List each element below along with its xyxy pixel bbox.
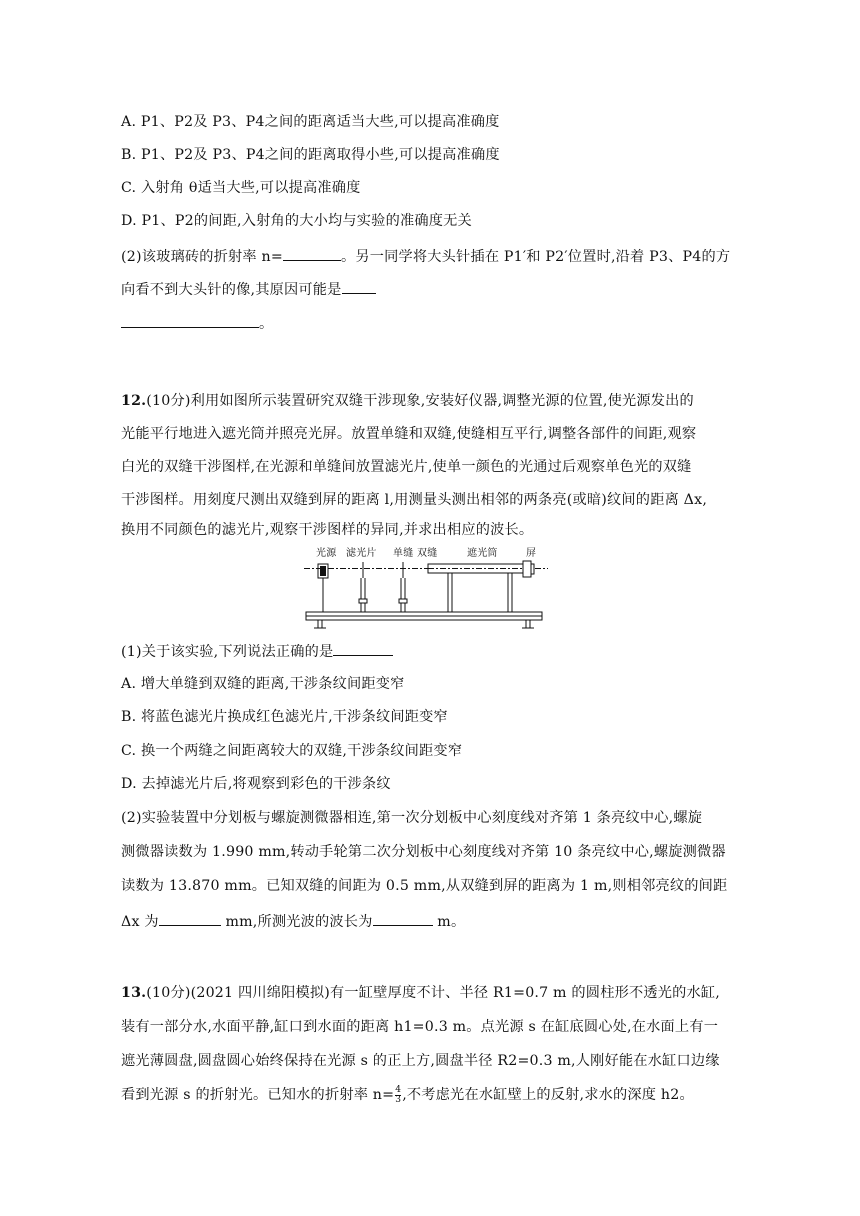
double-slit-apparatus-figure bbox=[304, 544, 548, 630]
q11-part2-line3 bbox=[121, 312, 273, 334]
q13-number: 13. bbox=[121, 985, 147, 1001]
q12-stem-line-3: 白光的双缝干涉图样,在光源和单缝间放置滤光片,使单一颜色的光通过后观察单色光的双缝 bbox=[121, 459, 692, 475]
label-filter: 滤光片 bbox=[346, 548, 377, 559]
q12-option-c: C. 换一个两缝之间距离较大的双缝,干涉条纹间距变窄 bbox=[121, 743, 463, 759]
label-single-slit: 单缝 bbox=[393, 548, 414, 559]
answer-blank[interactable] bbox=[283, 245, 341, 261]
q12-stem-line-1 bbox=[121, 391, 694, 411]
q11-part2-text-a: (2)该玻璃砖的折射率 n= bbox=[121, 249, 283, 265]
q11-part2-text-c: 向看不到大头针的像,其原因可能是 bbox=[121, 282, 342, 298]
q12-part2-text-a: Δx 为 bbox=[121, 914, 159, 930]
answer-blank[interactable] bbox=[333, 640, 393, 656]
q13-line-3: 遮光薄圆盘,圆盘圆心始终保持在光源 s 的正上方,圆盘半径 R2=0.3 m,人刚好能在水缸口边缘 bbox=[121, 1053, 720, 1069]
q12-part2-text-c: m。 bbox=[432, 914, 466, 930]
q12-option-d: D. 去掉滤光片后,将观察到彩色的干涉条纹 bbox=[121, 776, 391, 792]
q12-stem-line-4: 干涉图样。用刻度尺测出双缝到屏的距离 l,用测量头测出相邻的两条亮(或暗)纹间的距离 Δx, bbox=[121, 492, 708, 508]
q12-part2-line-1: (2)实验装置中分划板与螺旋测微器相连,第一次分划板中心刻度线对齐第 1 条亮纹中心,螺旋 bbox=[121, 810, 703, 826]
q12-stem-line-5: 换用不同颜色的滤光片,观察干涉图样的异同,并求出相应的波长。 bbox=[121, 522, 534, 538]
q12-part2-line-3: 读数为 13.870 mm。已知双缝的间距为 0.5 mm,从双缝到屏的距离为 1 m,则相邻亮纹的间距 bbox=[121, 878, 728, 894]
q13-line-4 bbox=[121, 1085, 694, 1105]
q11-part2-line2 bbox=[121, 278, 376, 300]
q12-part2-line-2: 测微器读数为 1.990 mm,转动手轮第二次分划板中心刻度线对齐第 10 条亮纹中心,螺旋测微器 bbox=[121, 844, 726, 860]
answer-blank[interactable] bbox=[342, 278, 376, 294]
q12-part2-line-4 bbox=[121, 910, 465, 932]
fraction-denominator: 3 bbox=[395, 1094, 402, 1105]
q13-text-1: (10分)(2021 四川绵阳模拟)有一缸壁厚度不计、半径 R1=0.7 m 的圆柱形不透光的水缸, bbox=[146, 985, 721, 1001]
label-screen: 屏 bbox=[526, 548, 537, 559]
answer-blank[interactable] bbox=[159, 910, 221, 926]
light-source-bulb bbox=[321, 567, 326, 576]
q11-option-c: C. 入射角 θ适当大些,可以提高准确度 bbox=[121, 180, 361, 196]
q11-option-a: A. P1、P2及 P3、P4之间的距离适当大些,可以提高准确度 bbox=[121, 114, 500, 130]
answer-blank[interactable] bbox=[121, 312, 259, 328]
q12-stem-line-2: 光能平行地进入遮光筒并照亮光屏。放置单缝和双缝,使缝相互平行,调整各部件的间距,观察 bbox=[121, 426, 697, 442]
q11-part2-end: 。 bbox=[259, 316, 274, 332]
q11-option-b: B. P1、P2及 P3、P4之间的距离取得小些,可以提高准确度 bbox=[121, 147, 500, 163]
answer-blank[interactable] bbox=[373, 910, 433, 926]
fraction-numerator: 4 bbox=[395, 1084, 402, 1095]
q12-option-a: A. 增大单缝到双缝的距离,干涉条纹间距变窄 bbox=[121, 676, 405, 692]
q12-number: 12. bbox=[121, 393, 147, 409]
q11-part2-text-b: 。另一同学将大头针插在 P1′和 P2′位置时,沿着 P3、P4的方 bbox=[340, 249, 731, 265]
q11-option-d: D. P1、P2的间距,入射角的大小均与实验的准确度无关 bbox=[121, 213, 472, 229]
label-light-source: 光源 bbox=[316, 548, 337, 559]
label-tube: 遮光筒 bbox=[467, 548, 498, 559]
q12-option-b: B. 将蓝色滤光片换成红色滤光片,干涉条纹间距变窄 bbox=[121, 709, 448, 725]
screen bbox=[523, 561, 531, 577]
refractive-index-fraction bbox=[395, 1086, 401, 1105]
q12-part2-text-b: mm,所测光波的波长为 bbox=[220, 914, 373, 930]
q12-part1 bbox=[121, 640, 393, 662]
q13-line-2: 装有一部分水,水面平静,缸口到水面的距离 h1=0.3 m。点光源 s 在缸底圆心处,在水面上有一 bbox=[121, 1019, 719, 1035]
q12-part1-text: (1)关于该实验,下列说法正确的是 bbox=[121, 644, 334, 660]
q13-text-4a: 看到光源 s 的折射光。已知水的折射率 n= bbox=[121, 1087, 395, 1103]
q12-stem-text-1: (10分)利用如图所示装置研究双缝干涉现象,安装好仪器,调整光源的位置,使光源发出的 bbox=[146, 393, 694, 409]
q13-line-1 bbox=[121, 983, 720, 1003]
q11-part2-line1 bbox=[121, 245, 730, 267]
label-double-slit: 双缝 bbox=[417, 548, 438, 559]
q13-text-4b: ,不考虑光在水缸壁上的反射,求水的深度 h2。 bbox=[402, 1087, 694, 1103]
